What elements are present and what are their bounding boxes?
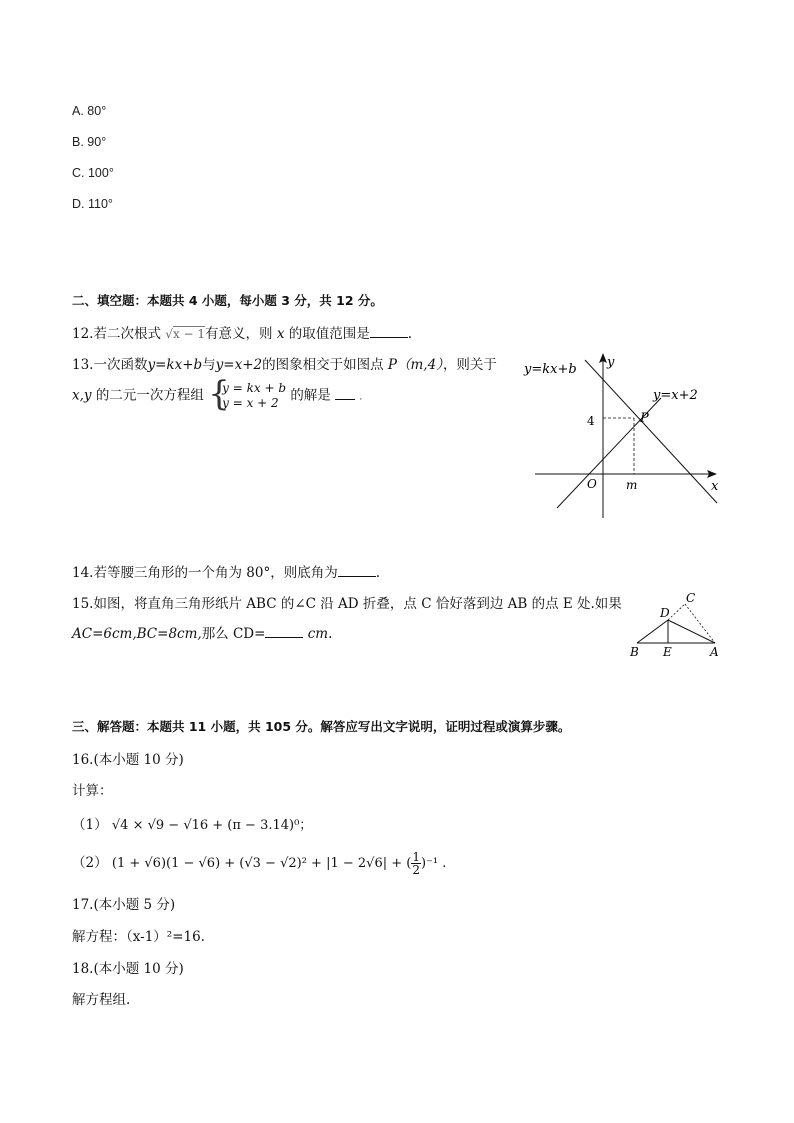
q13-text: 的图象相交于如图点 [262, 357, 384, 373]
label-d: D [660, 606, 670, 620]
option-c [72, 166, 114, 180]
label-origin: O [587, 477, 597, 491]
answer-blank[interactable] [335, 387, 355, 400]
answer-blank[interactable] [265, 625, 303, 638]
denominator: 2 [412, 863, 420, 877]
q15-given: AC=6cm,BC=8cm, [72, 626, 202, 642]
q13-vars: x,y [72, 387, 92, 404]
question-number: 12. [72, 326, 94, 342]
q15-unit: cm. [307, 626, 333, 642]
side-bd [637, 620, 668, 643]
q12-text-b: 有意义，则 [205, 326, 273, 342]
label-m: m [626, 478, 638, 492]
q14-text: 若等腰三角形的一个角为 80°，则底角为 [93, 565, 338, 581]
q13-graph-figure [515, 348, 730, 523]
q12-end: . [407, 326, 413, 342]
section-2-heading: 二、填空题：本题共 4 小题，每小题 3 分，共 12 分。 [72, 293, 383, 308]
label-b: B [630, 645, 639, 659]
question-number: 13. [72, 357, 94, 373]
option-value: 80° [87, 104, 107, 118]
label-a: A [710, 645, 719, 659]
q13-text: 与 [202, 357, 216, 373]
numerator: 1 [412, 850, 420, 864]
q13-end: . [359, 392, 363, 403]
label-c: C [686, 591, 696, 605]
equation-system [208, 374, 287, 414]
q15-triangle-figure [625, 588, 725, 660]
question-16-part-2 [72, 851, 446, 876]
math-expression: )⁻¹ . [420, 856, 447, 871]
q12-text-a: 若二次根式 [93, 326, 161, 342]
question-12 [72, 322, 412, 342]
question-18-text: 解方程组. [72, 992, 131, 1008]
option-letter: D. [72, 197, 85, 211]
question-16-intro: 计算： [72, 783, 113, 799]
option-d [72, 197, 113, 211]
label-e: E [663, 645, 672, 659]
equation-2: y = x + 2 [222, 396, 279, 410]
sqrt-radical: √x − 1 [165, 327, 206, 341]
q13-text: ，则关于 [442, 357, 497, 373]
question-number: 15. [72, 596, 94, 612]
q12-text-c: 的取值范围是 [288, 326, 370, 342]
label-line-1: y=kx+b [524, 362, 577, 377]
answer-blank[interactable] [338, 564, 376, 577]
q13-function-2: y=x+2 [215, 357, 263, 373]
dashed-ca [685, 604, 715, 643]
part-label: （1） [72, 817, 108, 833]
question-16-part-1 [72, 813, 312, 833]
option-b [72, 135, 106, 149]
label-4: 4 [587, 414, 595, 428]
q12-var: x [276, 326, 285, 342]
question-17-title: 17.(本小题 5 分) [72, 897, 176, 913]
part-label: （2） [72, 855, 108, 871]
math-expression: √4 × √9 − √16 + (π − 3.14)⁰； [111, 818, 313, 833]
option-letter: C. [72, 166, 85, 180]
option-value: 100° [87, 166, 114, 180]
option-value: 90° [87, 135, 107, 149]
option-value: 110° [87, 197, 113, 211]
brace-icon: { [208, 374, 230, 414]
question-number: 14. [72, 565, 94, 581]
question-15-line1 [72, 592, 622, 612]
option-letter: A. [72, 104, 84, 118]
q13-text: 的二元一次方程组 [95, 387, 204, 404]
option-letter: B. [72, 135, 84, 149]
q13-function-1: y=kx+b [147, 357, 203, 373]
label-x: x [711, 479, 719, 494]
q13-text: 的解是 [290, 387, 331, 404]
q13-point: P（m,4） [387, 357, 443, 373]
question-13-line2 [72, 374, 363, 414]
question-16-title: 16.(本小题 10 分) [72, 752, 184, 768]
question-17-text: 解方程：（x-1）²=16. [72, 929, 205, 945]
label-p: P [640, 411, 649, 426]
dashed-dc [668, 604, 685, 620]
question-15-line2 [72, 622, 332, 642]
line-y-kx-b [585, 360, 717, 503]
option-a [72, 104, 106, 118]
question-14 [72, 561, 380, 581]
equation-1: y = kx + b [222, 381, 287, 395]
label-line-2: y=x+2 [653, 388, 698, 403]
section-3-heading: 三、解答题：本题共 11 小题，共 105 分。解答应写出文字说明，证明过程或演算步骤。 [72, 719, 571, 734]
q15-text: 如图，将直角三角形纸片 ABC 的∠C 沿 AD 折叠，点 C 恰好落到边 AB 的点 E 处.如果 [93, 596, 622, 612]
radicand: x − 1 [172, 327, 206, 341]
question-13-line1 [72, 353, 497, 373]
label-y: y [607, 355, 615, 370]
answer-blank[interactable] [370, 325, 408, 338]
fold-ad [668, 620, 715, 643]
q15-text: 那么 CD= [201, 626, 266, 642]
q14-end: . [375, 565, 381, 581]
fraction [411, 851, 421, 876]
q13-text: 一次函数 [93, 357, 148, 373]
math-expression: (1 + √6)(1 − √6) + (√3 − √2)² + |1 − 2√6| + ( [111, 856, 412, 871]
question-18-title: 18.(本小题 10 分) [72, 961, 184, 977]
